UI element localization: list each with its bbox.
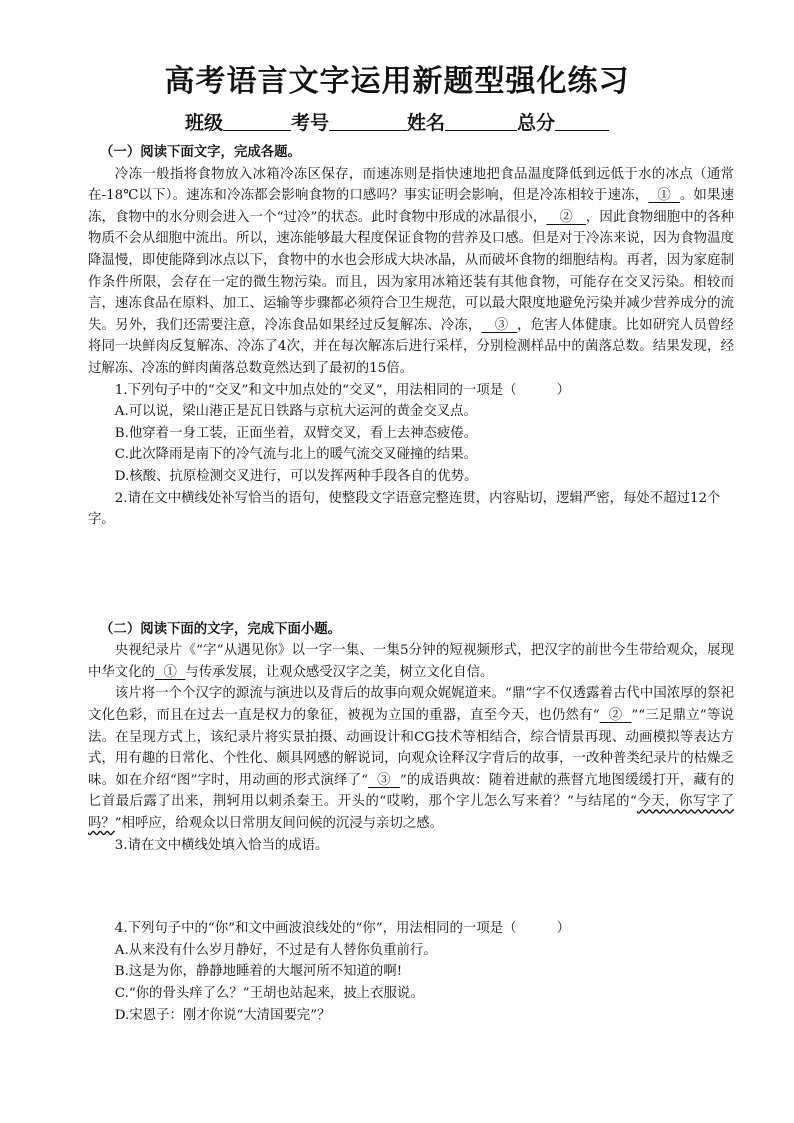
question-1-stem: 1.下列句子中的“交叉”和文中加点处的“交叉”，用法相同的一项是（ ）: [114, 382, 571, 398]
class-blank[interactable]: [223, 110, 291, 131]
question-4-option-b[interactable]: B.这是为你，静静地睡着的大堰河所不知道的啊!: [114, 964, 403, 980]
question-2: 2.请在文中横线处补写恰当的语句，使整段文字语意完整连贯，内容贴切，逻辑严密，每处不超过12个字。: [88, 490, 721, 528]
label-total-score: 总分: [517, 112, 556, 134]
section-1-passage: 冷冻一般指将食物放入冰箱冷冻区保存，而速冻则是指快速地把食品温度降低到远低于水的冰点（通常在-18℃以下）。速冻和冷冻都会影响食物的口感吗？事实证明会影响，但是冷冻相较于速冻， ① 。如果速冻，食物中的水分则会进入一个“过冷”的状态。此时食物中形成的冰晶很小， ② ，因此食物细胞中的各种物质不会从细胞中流出。所以，速冻能够最大程度保证食物的营养及口感。但是对于冷冻来说，因为食物温度降温慢，即使能降到冰点以下，食物中的水也会形成大块冰晶，从而破坏食物的细胞结构。再者，因为家庭制作条件所限，会存在一定的微生物污染。而且，因为家用冰箱还装有其他食物，可能存在交叉污染。相较而言，速冻食品在原料、加工、运输等步骤都必须符合卫生规范，可以最大限度地避免污染并减少营养成分的流失。另外，我们还需要注意，冷冻食品如果经过反复解冻、冷冻， ③ ，危害人体健康。比如研究人员曾经将同一块鲜肉反复解冻、冷冻了4次，并在每次解冻后进行采样，分别检测样品中的菌落总数。结果发现，经过解冻、冷冻的鲜肉菌落总数竟然达到了最初的15倍。: [88, 166, 735, 376]
question-4-option-a[interactable]: A.从来没有什么岁月静好，不过是有人替你负重前行。: [114, 942, 437, 958]
question-1-option-a[interactable]: A.可以说，梁山港正是瓦日铁路与京杭大运河的黄金交叉点。: [114, 404, 477, 420]
section-2-paragraph-1: 央视纪录片《“字”从遇见你》以一字一集、一集5分钟的短视频形式，把汉字的前世今生带给观众，展现中华文化的 ① 与传承发展，让观众感受汉字之美，树立文化自信。: [88, 643, 734, 680]
answer-space-3[interactable]: [88, 856, 734, 918]
section-2-heading: （二）阅读下面的文字，完成下面小题。: [100, 620, 342, 637]
worksheet-body: [88, 142, 734, 1026]
wavy-underlined-phrase: 今天，你写字了吗？: [88, 794, 735, 832]
exam-number-blank[interactable]: [329, 110, 407, 131]
question-1-option-d[interactable]: D.核酸、抗原检测交叉进行，可以发挥两种手段各自的优势。: [114, 468, 478, 484]
blank-s2-3[interactable]: ③: [377, 772, 391, 788]
label-name: 姓名: [407, 112, 446, 134]
total-score-blank[interactable]: [555, 110, 609, 131]
label-exam-number: 考号: [290, 112, 329, 134]
section-1-heading: （一）阅读下面文字，完成各题。: [100, 144, 301, 160]
section-2-paragraph-2: 该片将一个个汉字的源流与演进以及背后的故事向观众娓娓道来。“鼎”字不仅透露着古代中国浓厚的祭祀文化色彩，而且在过去一直是权力的象征，被视为立国的重器，直至今天，也仍然有“ ② ”“三足鼎立”等说法。在呈现方式上，该纪录片将实景拍摄、动画设计和CG技术等相结合，综合情景再现、动画模拟等表达方式，用有趣的日常化、个性化、颇具网感的解说词，向观众诠释汉字背后的故事，一改种普类纪录片的枯燥乏味。如在介绍“图”字时，用动画的形式演绎了“ ③ ”的成语典故：随着进献的燕督亢地图缓缓打开，藏有的匕首最后露了出来，荆轲用以刺杀秦王。开头的“哎哟，那个字儿怎么写来着？”与结尾的“今天，你写字了吗？”相呼应，给观众以日常朋友间问候的沉浸与亲切之感。: [88, 686, 735, 832]
blank-s2-2[interactable]: ②: [608, 708, 623, 724]
question-3: 3.请在文中横线处填入恰当的成语。: [114, 837, 329, 853]
name-blank[interactable]: [445, 110, 517, 131]
blank-s2-1[interactable]: ①: [163, 664, 177, 680]
blank-2[interactable]: ②: [559, 209, 573, 225]
question-1-option-c[interactable]: C.此次降雨是南下的冷气流与北上的暖气流交叉碰撞的结果。: [114, 447, 477, 463]
question-1-option-b[interactable]: B.他穿着一身工装，正面坐着，双臂交叉，看上去神态疲倦。: [114, 425, 478, 441]
blank-1[interactable]: ①: [657, 188, 671, 204]
label-class: 班级: [184, 112, 223, 134]
question-4-stem: 4.下列句子中的“你”和文中画波浪线处的“你”，用法相同的一项是（ ）: [114, 921, 571, 937]
blank-3[interactable]: ③: [494, 317, 509, 333]
question-4-option-d[interactable]: D.宋恩子：刚才你说“大清国要完”？: [114, 1007, 331, 1023]
answer-space-1[interactable]: [88, 531, 734, 619]
student-info-line: [0, 108, 794, 138]
question-4-option-c[interactable]: C.“你的骨头痒了么？”王胡也站起来，披上衣服说。: [114, 986, 424, 1001]
page-title: 高考语言文字运用新题型强化练习: [164, 64, 630, 99]
